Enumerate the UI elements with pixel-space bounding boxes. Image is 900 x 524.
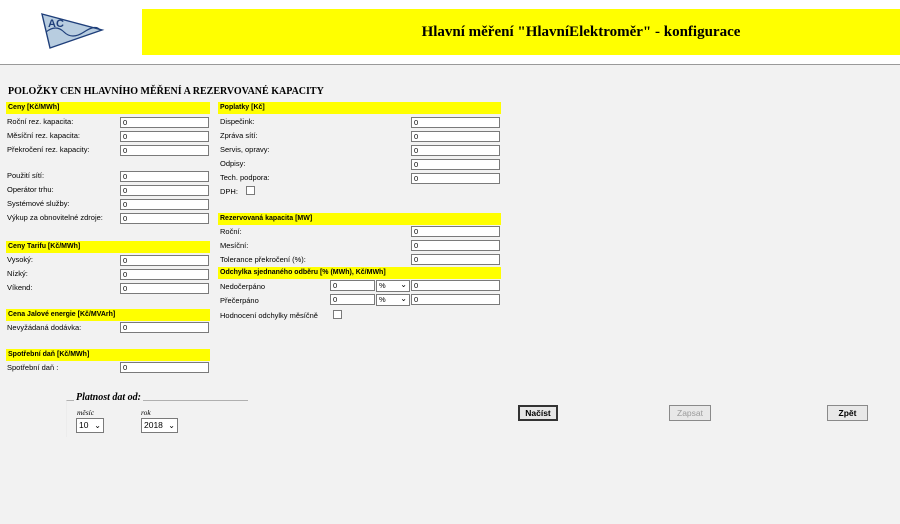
odpisy-label: Odpisy: <box>220 159 246 168</box>
precerpano-unit-select[interactable] <box>376 294 410 306</box>
title-banner <box>142 9 900 55</box>
rocni-rez-kapacita-label: Roční rez. kapacita: <box>7 117 74 126</box>
mesicni-rez-kapacita-input[interactable]: 0 <box>120 131 209 142</box>
tarif-vysoky-label: Vysoký: <box>7 255 33 264</box>
operator-trhu-label: Operátor trhu: <box>7 185 54 194</box>
pouziti-siti-label: Použití sítí: <box>7 171 45 180</box>
rocni-rez-kapacita-input[interactable]: 0 <box>120 117 209 128</box>
tarif-vikend-label: Víkend: <box>7 283 33 292</box>
company-logo <box>40 10 106 50</box>
tarif-vysoky-input[interactable]: 0 <box>120 255 209 266</box>
precerpano-price-input[interactable]: 0 <box>411 294 500 305</box>
month-select-value: 10 <box>79 420 89 430</box>
year-label: rok <box>141 408 151 417</box>
page-title: Hlavní měření "HlavníElektroměr" - konfigurace <box>421 24 741 40</box>
dispecink-label: Dispečink: <box>220 117 255 126</box>
chevron-down-icon: ⌄ <box>400 294 407 303</box>
ceny-header: Ceny [Kč/MWh] <box>6 102 210 114</box>
prekroceni-rez-kapacity-label: Překročení rez. kapacity: <box>7 145 90 154</box>
precerpano-unit-value: % <box>379 295 386 304</box>
dph-checkbox[interactable] <box>246 186 255 195</box>
systemove-sluzby-label: Systémové služby: <box>7 199 70 208</box>
month-label: měsíc <box>77 408 95 417</box>
odchylka-header: Odchylka sjednaného odběru [% (MWh), Kč/MWh] <box>218 267 501 279</box>
year-select-value: 2018 <box>144 420 163 430</box>
rezervace-rocni-label: Roční: <box>220 227 242 236</box>
load-button[interactable]: Načíst <box>518 405 558 421</box>
nevyzadana-dodavka-input[interactable]: 0 <box>120 322 209 333</box>
pouziti-siti-input[interactable]: 0 <box>120 171 209 182</box>
spotrebni-dan-input[interactable]: 0 <box>120 362 209 373</box>
spotrebni-dan-label: Spotřební daň : <box>7 363 59 372</box>
tech-podpora-input[interactable]: 0 <box>411 173 500 184</box>
rezervovana-kapacita-header: Rezervovaná kapacita [MW] <box>218 213 501 225</box>
vykup-oze-input[interactable]: 0 <box>120 213 209 224</box>
nedocerpano-unit-value: % <box>379 281 386 290</box>
rezervace-rocni-input[interactable]: 0 <box>411 226 500 237</box>
rezervace-mesicni-input[interactable]: 0 <box>411 240 500 251</box>
nevyzadana-dodavka-label: Nevyžádaná dodávka: <box>7 323 82 332</box>
precerpano-label: Přečerpáno <box>220 296 259 305</box>
zprava-siti-input[interactable]: 0 <box>411 131 500 142</box>
zprava-siti-label: Zpráva sítí: <box>220 131 258 140</box>
month-select[interactable] <box>76 418 104 433</box>
odpisy-input[interactable]: 0 <box>411 159 500 170</box>
poplatky-header: Poplatky [Kč] <box>218 102 501 114</box>
vykup-oze-label: Výkup za obnovitelné zdroje: <box>7 213 103 222</box>
nedocerpano-unit-select[interactable] <box>376 280 410 292</box>
chevron-down-icon: ⌄ <box>168 421 175 430</box>
hodnoceni-mesicne-label: Hodnocení odchylky měsíčně <box>220 311 318 320</box>
header-divider <box>0 64 900 65</box>
dispecink-input[interactable]: 0 <box>411 117 500 128</box>
rezervace-mesicni-label: Mesíční: <box>220 241 249 250</box>
nedocerpano-price-input[interactable]: 0 <box>411 280 500 291</box>
nedocerpano-value-input[interactable]: 0 <box>330 280 375 291</box>
tolerance-prekroceni-label: Tolerance překročení (%): <box>220 255 306 264</box>
dph-label: DPH: <box>220 187 238 196</box>
servis-opravy-label: Servis, opravy: <box>220 145 270 154</box>
tarif-nizky-input[interactable]: 0 <box>120 269 209 280</box>
spotrebni-dan-header: Spotřební daň [Kč/MWh] <box>6 349 210 361</box>
tolerance-prekroceni-input[interactable]: 0 <box>411 254 500 265</box>
back-button[interactable]: Zpět <box>827 405 868 421</box>
tech-podpora-label: Tech. podpora: <box>220 173 270 182</box>
hodnoceni-mesicne-checkbox[interactable] <box>333 310 342 319</box>
section-title: POLOŽKY CEN HLAVNÍHO MĚŘENÍ A REZERVOVANÉ KAPACITY <box>8 86 324 97</box>
svg-text:AC: AC <box>48 18 64 30</box>
year-select[interactable] <box>141 418 178 433</box>
chevron-down-icon: ⌄ <box>94 421 101 430</box>
tarif-vikend-input[interactable]: 0 <box>120 283 209 294</box>
chevron-down-icon: ⌄ <box>400 280 407 289</box>
save-button[interactable]: Zapsat <box>669 405 711 421</box>
jalova-header: Cena Jalové energie [Kč/MVArh] <box>6 309 210 321</box>
systemove-sluzby-input[interactable]: 0 <box>120 199 209 210</box>
prekroceni-rez-kapacity-input[interactable]: 0 <box>120 145 209 156</box>
nedocerpano-label: Nedočerpáno <box>220 282 266 291</box>
tarif-nizky-label: Nízký: <box>7 269 28 278</box>
platnost-legend: Platnost dat od: <box>76 392 142 403</box>
servis-opravy-input[interactable]: 0 <box>411 145 500 156</box>
precerpano-value-input[interactable]: 0 <box>330 294 375 305</box>
operator-trhu-input[interactable]: 0 <box>120 185 209 196</box>
tarif-header: Ceny Tarifu [Kč/MWh] <box>6 241 210 253</box>
mesicni-rez-kapacita-label: Měsíční rez. kapacita: <box>7 131 80 140</box>
